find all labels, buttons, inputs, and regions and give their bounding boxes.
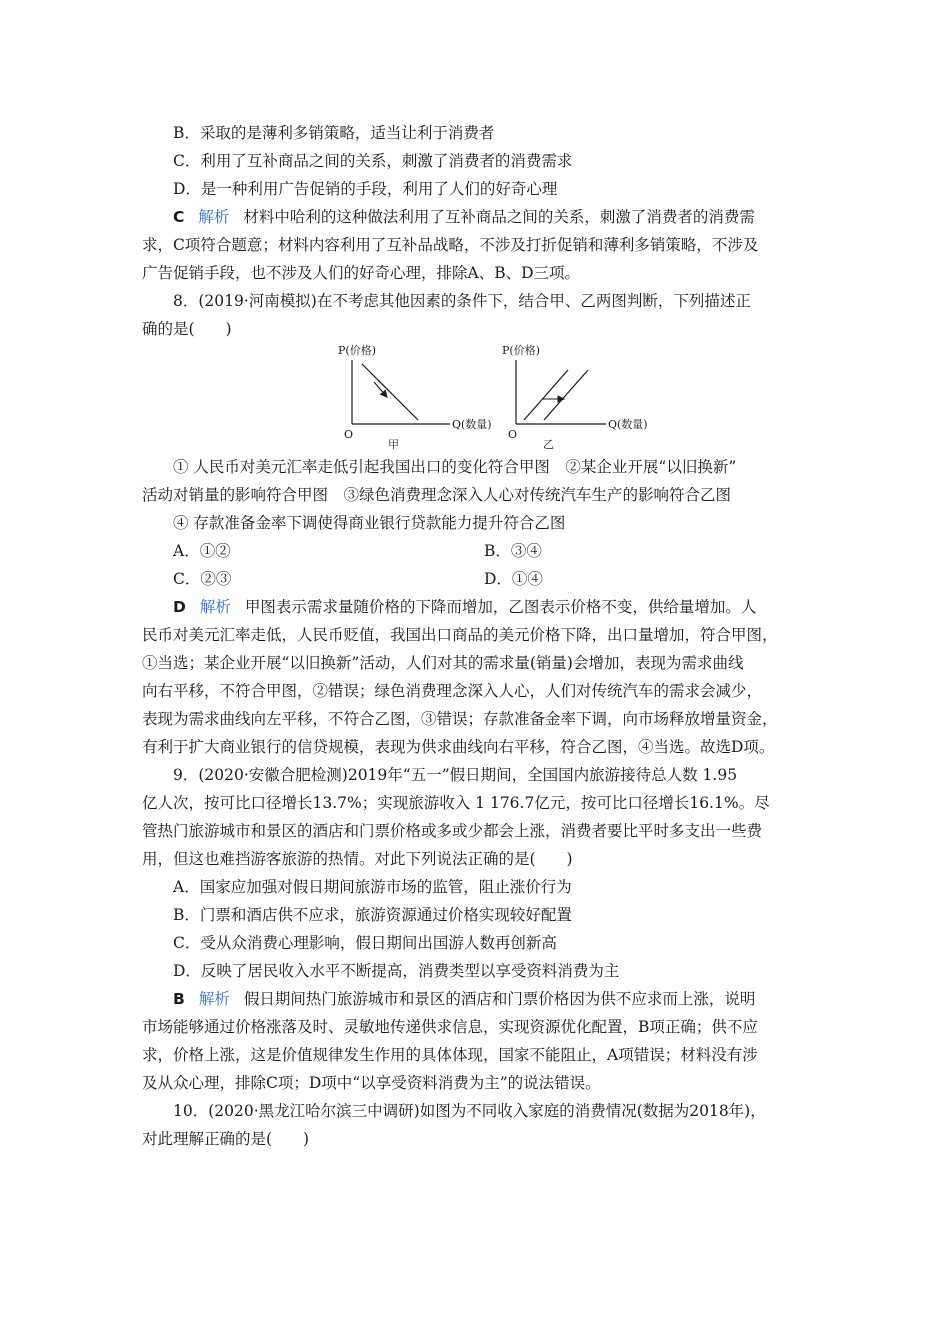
- q9-option-a: A．国家应加强对假日期间旅游市场的监管，阻止涨价行为: [173, 878, 572, 896]
- yi-curve-shifted: [544, 370, 588, 420]
- q9-stem-line-3: 管热门旅游城市和景区的酒店和门票价格或多或少都会上涨，消费者要比平时多支出一些费: [142, 822, 763, 840]
- q8-stem-line-2: 确的是( ): [142, 320, 232, 338]
- q9-answer: B: [173, 990, 185, 1008]
- jia-movement-arrow: [374, 382, 387, 397]
- jia-origin-label: O: [344, 428, 354, 441]
- yi-y-axis-label: P(价格): [502, 344, 540, 357]
- q8-option-c: C．②③: [173, 570, 232, 588]
- q8-analysis-line-2: 民币对美元汇率走低，人民币贬值，我国出口商品的美元价格下降，出口量增加，符合甲图，: [142, 626, 778, 644]
- yi-origin-label: O: [508, 428, 518, 441]
- supply-graph-yi: [502, 343, 648, 451]
- q7-option-c: C．利用了互补商品之间的关系，刺激了消费者的消费需求: [173, 152, 573, 170]
- demand-graph-jia: [338, 343, 492, 451]
- q9-option-b: B．门票和酒店供不应求，旅游资源通过价格实现较好配置: [173, 906, 572, 924]
- q9-analysis-line-3: 求，价格上涨，这是价值规律发生作用的具体体现，国家不能阻止，A项错误；材料没有涉: [142, 1046, 758, 1064]
- q7-analysis-tag: 解析: [198, 208, 230, 226]
- q8-items-line-1: ① 人民币对美元汇率走低引起我国出口的变化符合甲图 ②某企业开展“以旧换新”: [173, 458, 737, 476]
- yi-x-axis-label: Q(数量): [608, 418, 648, 431]
- q9-analysis-line-1: [173, 985, 823, 1013]
- jia-y-axis-label: P(价格): [338, 344, 376, 357]
- q9-analysis-text-1: 假日期间热门旅游城市和景区的酒店和门票价格因为供不应求而上涨，说明: [243, 990, 756, 1008]
- q8-items-line-3: ④ 存款准备金率下调使得商业银行贷款能力提升符合乙图: [173, 514, 566, 532]
- q7-option-d: D．是一种利用广告促销的手段，利用了人们的好奇心理: [173, 180, 558, 198]
- q8-analysis-line-1: [173, 593, 823, 621]
- q9-stem-line-2: 亿人次，按可比口径增长13.7%；实现旅游收入 1 176.7亿元，按可比口径增长16.1%。尽: [142, 794, 770, 812]
- q9-stem-line-1: 9．(2020·安徽合肥检测)2019年“五一”假日期间，全国国内旅游接待总人数 1.95: [173, 766, 738, 784]
- q10-stem-line-2: 对此理解正确的是( ): [142, 1130, 310, 1148]
- jia-x-axis-label: Q(数量): [452, 418, 492, 431]
- q7-analysis-line-3: 广告促销手段，也不涉及人们的好奇心理，排除A、B、D三项。: [142, 264, 581, 282]
- q7-analysis-line-2: 求，C项符合题意；材料内容利用了互补品战略，不涉及打折促销和薄利多销策略，不涉及: [142, 236, 759, 254]
- q8-analysis-line-6: 有利于扩大商业银行的信贷规模，表现为供求曲线向右平移，符合乙图，④当选。故选D项。: [142, 738, 775, 756]
- jia-demand-curve: [362, 364, 418, 420]
- q8-stem-line-1: 8．(2019·河南模拟)在不考虑其他因素的条件下，结合甲、乙两图判断，下列描述正: [173, 292, 751, 310]
- q8-analysis-line-5: 表现为需求曲线向左平移，不符合乙图，③错误；存款准备金率下调，向市场释放增量资金，: [142, 710, 778, 728]
- q8-answer: D: [173, 598, 186, 616]
- q8-analysis-line-3: ①当选；某企业开展“以旧换新”活动，人们对其的需求量(销量)会增加，表现为需求曲线: [142, 654, 744, 672]
- q7-analysis-line-1: [173, 203, 823, 231]
- q9-analysis-line-4: 及从众心理，排除C项；D项中“以享受资料消费为主”的说法错误。: [142, 1074, 601, 1092]
- q9-analysis-line-2: 市场能够通过价格涨落及时、灵敏地传递供求信息，实现资源优化配置，B项正确；供不应: [142, 1018, 758, 1036]
- q10-stem-line-1: 10．(2020·黑龙江哈尔滨三中调研)如图为不同收入家庭的消费情况(数据为2018年)，: [173, 1102, 766, 1120]
- q8-option-b: B．③④: [484, 542, 542, 560]
- yi-curve-original: [524, 370, 568, 420]
- q9-option-d: D．反映了居民收入水平不断提高，消费类型以享受资料消费为主: [173, 962, 620, 980]
- q8-option-a: A．①②: [173, 542, 231, 560]
- q8-option-d: D．①④: [484, 570, 543, 588]
- q9-stem-line-4: 用，但这也难挡游客旅游的热情。对此下列说法正确的是( ): [142, 850, 573, 868]
- q8-analysis-tag: 解析: [199, 598, 231, 616]
- q8-analysis-text-1: 甲图表示需求量随价格的下降而增加，乙图表示价格不变，供给量增加。人: [244, 598, 757, 616]
- q7-answer: C: [173, 208, 185, 226]
- yi-caption: 乙: [543, 438, 554, 451]
- q9-analysis-tag: 解析: [198, 990, 230, 1008]
- q7-analysis-text-1: 材料中哈利的这种做法利用了互补商品之间的关系，刺激了消费者的消费需: [243, 208, 755, 226]
- q9-option-c: C．受从众消费心理影响，假日期间出国游人数再创新高: [173, 934, 557, 952]
- jia-caption: 甲: [388, 438, 399, 451]
- q8-figure: [330, 342, 660, 452]
- q8-items-line-2: 活动对销量的影响符合甲图 ③绿色消费理念深入人心对传统汽车生产的影响符合乙图: [142, 486, 732, 504]
- q8-analysis-line-4: 向右平移，不符合甲图，②错误；绿色消费理念深入人心，人们对传统汽车的需求会减少，: [142, 682, 763, 700]
- q7-option-b: B．采取的是薄利多销策略，适当让利于消费者: [173, 124, 495, 142]
